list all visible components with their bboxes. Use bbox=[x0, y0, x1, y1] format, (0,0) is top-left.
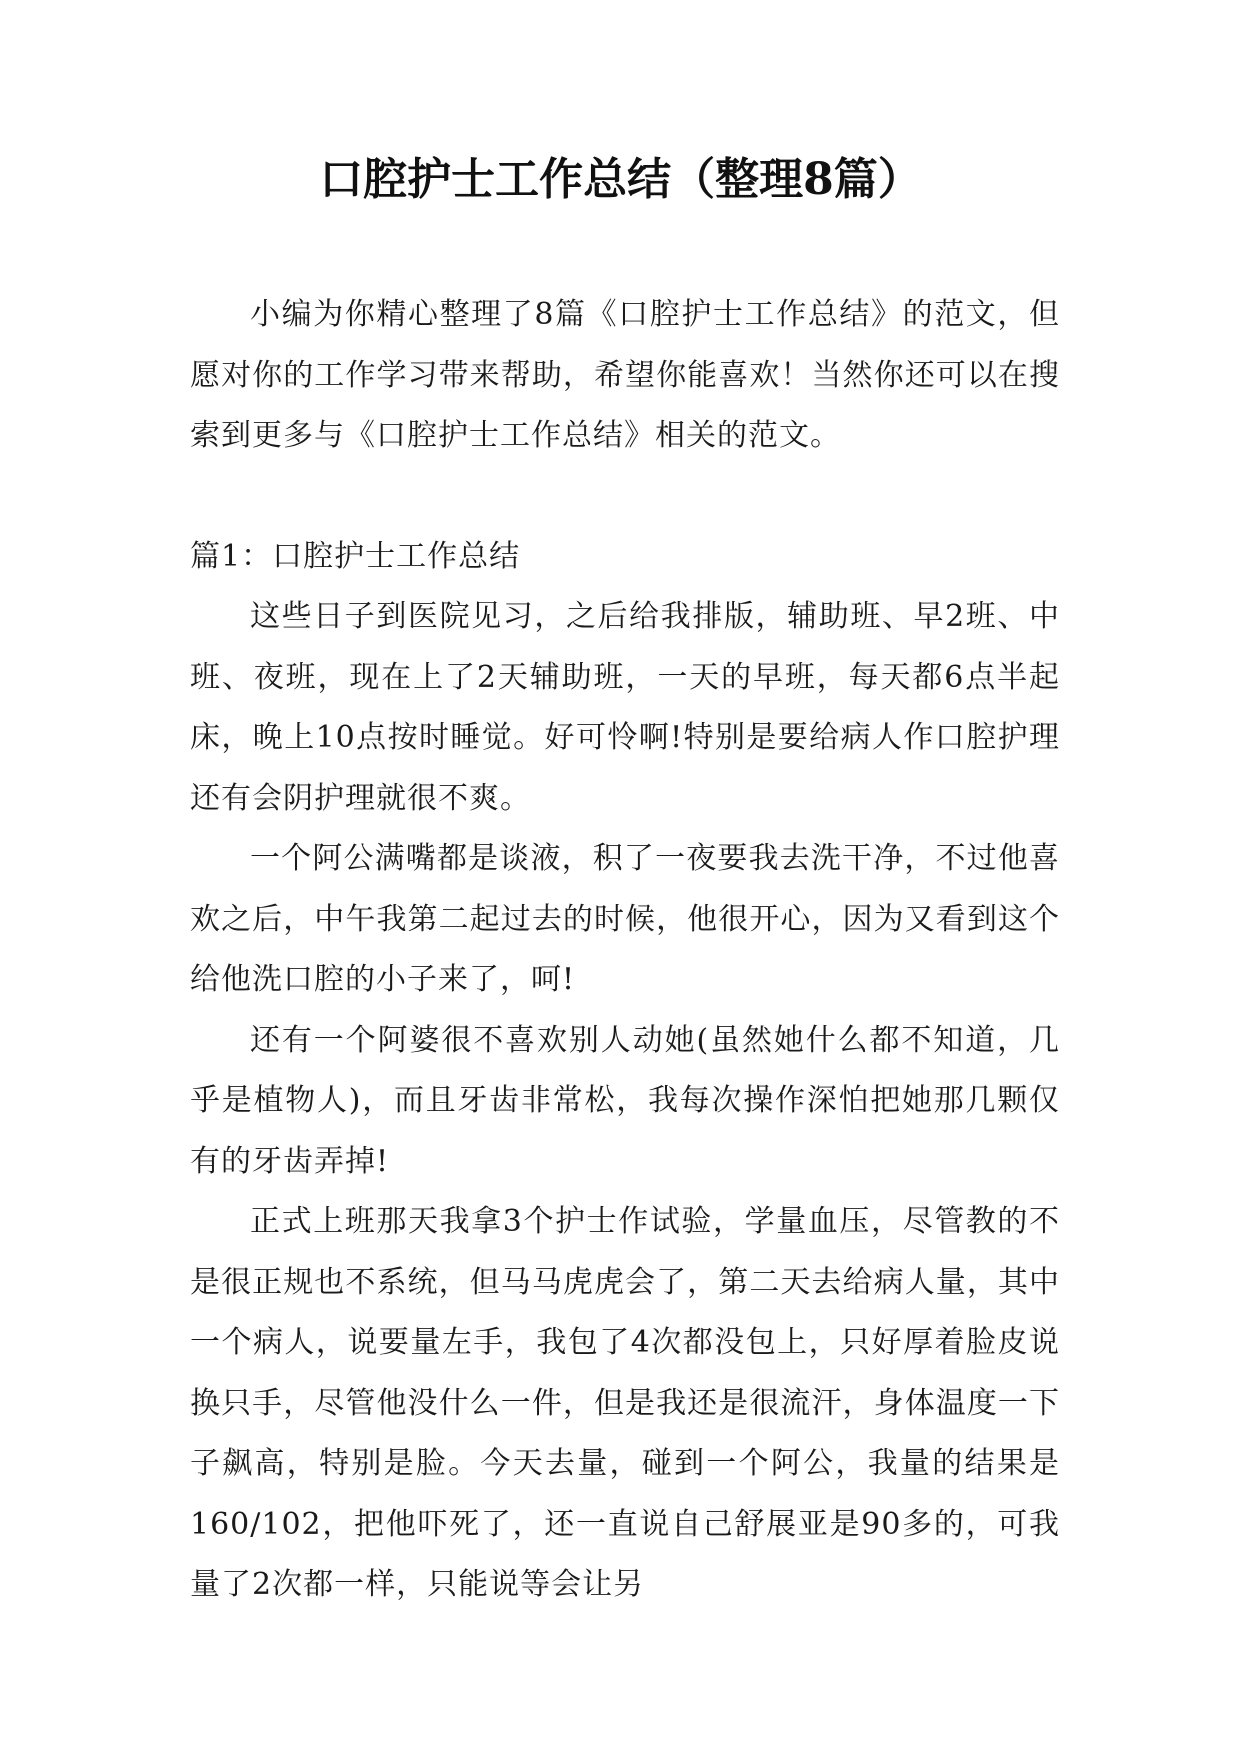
document-title: 口腔护士工作总结（整理8篇） bbox=[319, 154, 922, 205]
intro-paragraph: 小编为你精心整理了8篇《口腔护士工作总结》的范文，但愿对你的工作学习带来帮助，希望你能喜欢！当然你还可以在搜索到更多与《口腔护士工作总结》相关的范文。 bbox=[190, 297, 1060, 453]
section-heading: 篇1：口腔护士工作总结 bbox=[190, 538, 521, 574]
document-body bbox=[190, 285, 1060, 1616]
body-paragraph-4: 正式上班那天我拿3个护士作试验，学量血压，尽管教的不是很正规也不系统，但马马虎虎会了，第二天去给病人量，其中一个病人，说要量左手，我包了4次都没包上，只好厚着脸皮说换只手，尽管他没什么一件，但是我还是很流汗，身体温度一下子飙高，特别是脸。今天去量，碰到一个阿公，我量的结果是160/102，把他吓死了，还一直说自己舒展亚是90多的，可我量了2次都一样，只能说等会让另 bbox=[190, 1204, 1060, 1602]
body-paragraph-1: 这些日子到医院见习，之后给我排版，辅助班、早2班、中班、夜班，现在上了2天辅助班，一天的早班，每天都6点半起床，晚上10点按时睡觉。好可怜啊!特别是要给病人作口腔护理还有会阴护理就很不爽。 bbox=[190, 599, 1060, 816]
body-paragraph-3: 还有一个阿婆很不喜欢别人动她(虽然她什么都不知道，几乎是植物人)，而且牙齿非常松，我每次操作深怕把她那几颗仅有的牙齿弄掉! bbox=[190, 1022, 1060, 1179]
body-paragraph-2: 一个阿公满嘴都是谈液，积了一夜要我去洗干净，不过他喜欢之后，中午我第二起过去的时候，他很开心，因为又看到这个给他洗口腔的小子来了，呵! bbox=[190, 841, 1060, 997]
